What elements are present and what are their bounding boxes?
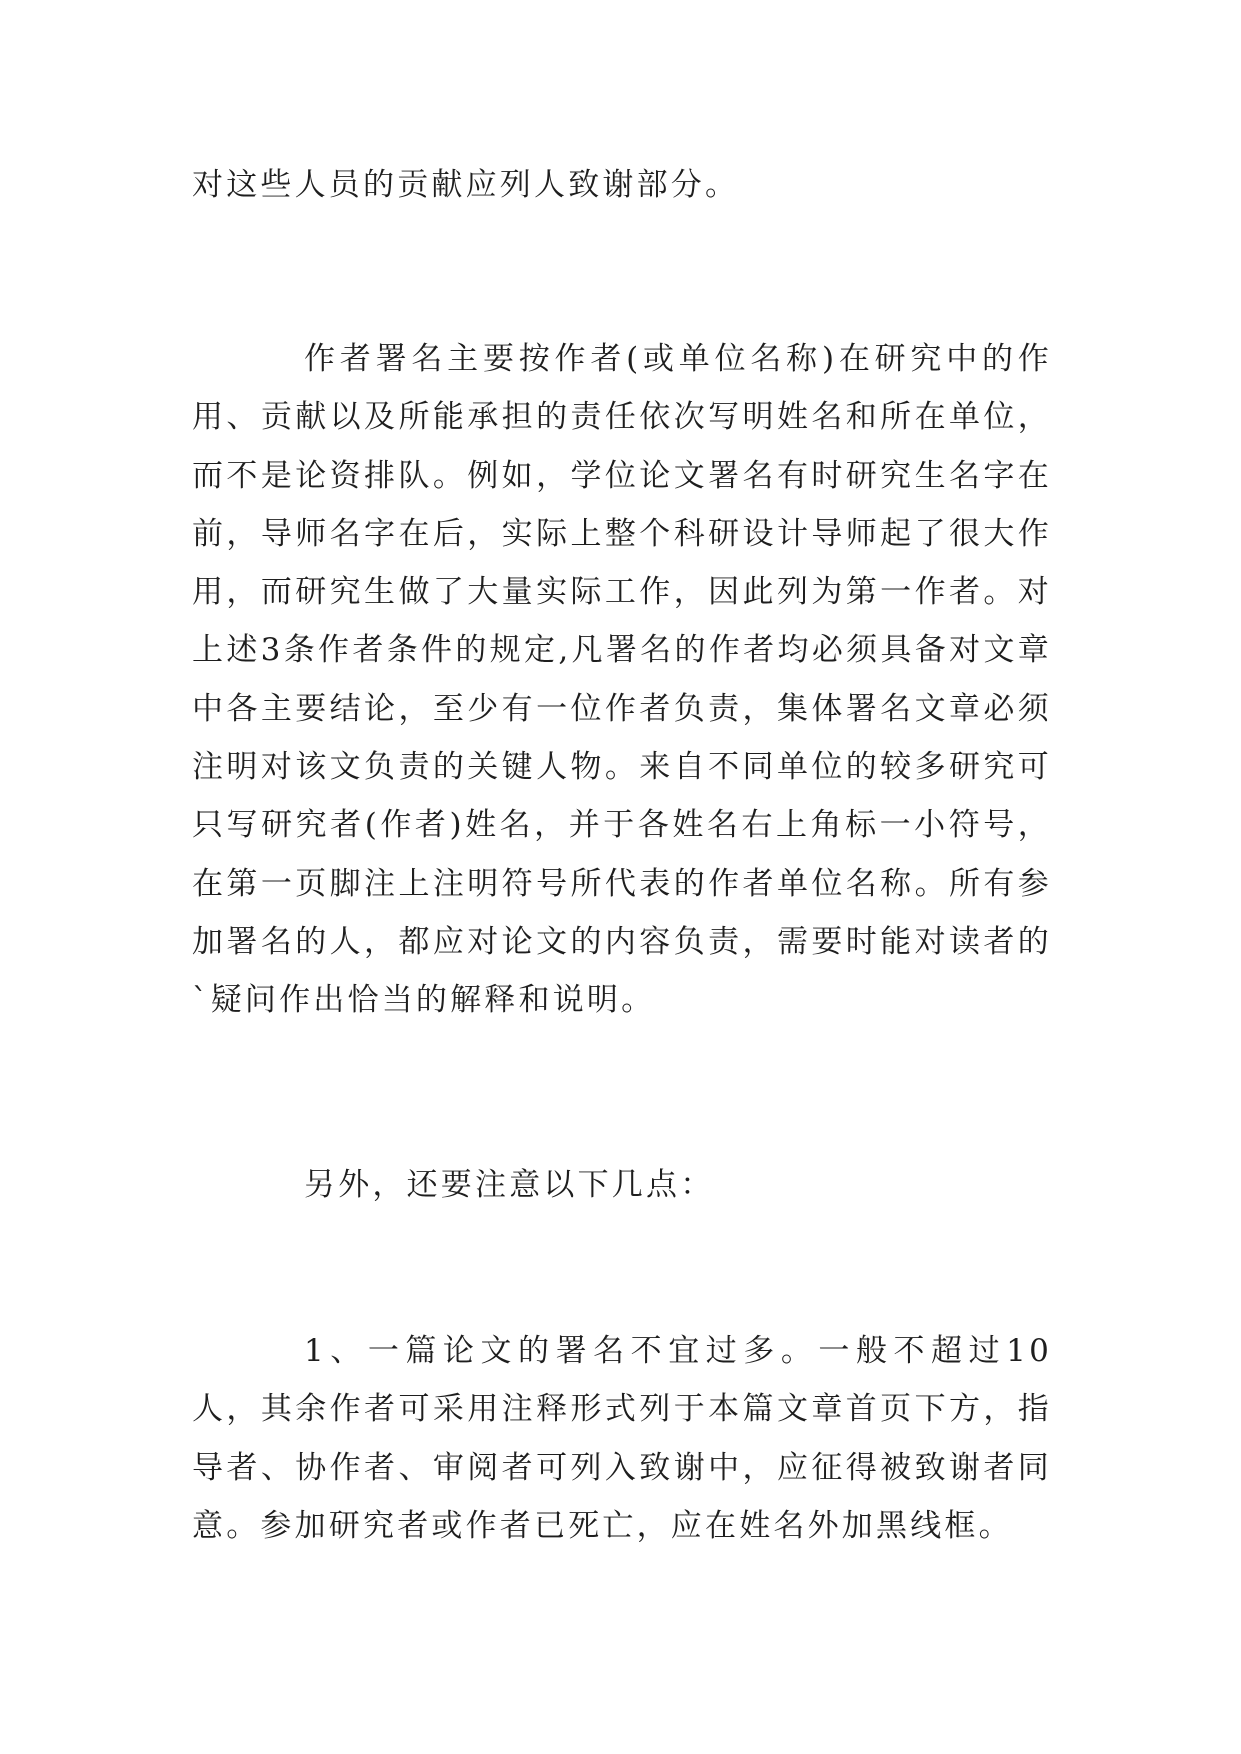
paragraph-additional-points-heading: 另外，还要注意以下几点： <box>304 1167 715 1203</box>
paragraph-point-one: 1、一篇论文的署名不宜过多。一般不超过10人，其余作者可采用注释形式列于本篇文章首页下方，指导者、协作者、审阅者可列入致谢中，应征得被致谢者同意。参加研究者或作者已死亡，应在姓名外加黑线框。 <box>192 1333 1052 1544</box>
paragraph-acknowledgement-note: 对这些人员的贡献应列人致谢部分。 <box>192 167 740 203</box>
paragraph-author-signature-rules: 作者署名主要按作者(或单位名称)在研究中的作用、贡献以及所能承担的责任依次写明姓名和所在单位，而不是论资排队。例如，学位论文署名有时研究生名字在前，导师名字在后，实际上整个科研设计导师起了很大作用，而研究生做了大量实际工作，因此列为第一作者。对上述3条作者条件的规定,凡署名的作者均必须具备对文章中各主要结论，至少有一位作者负责，集体署名文章必须注明对该文负责的关键人物。来自不同单位的较多研究可只写研究者(作者)姓名，并于各姓名右上角标一小符号，在第一页脚注上注明符号所代表的作者单位名称。所有参加署名的人，都应对论文的内容负责，需要时能对读者的`疑问作出恰当的解释和说明。 <box>192 341 1052 1019</box>
